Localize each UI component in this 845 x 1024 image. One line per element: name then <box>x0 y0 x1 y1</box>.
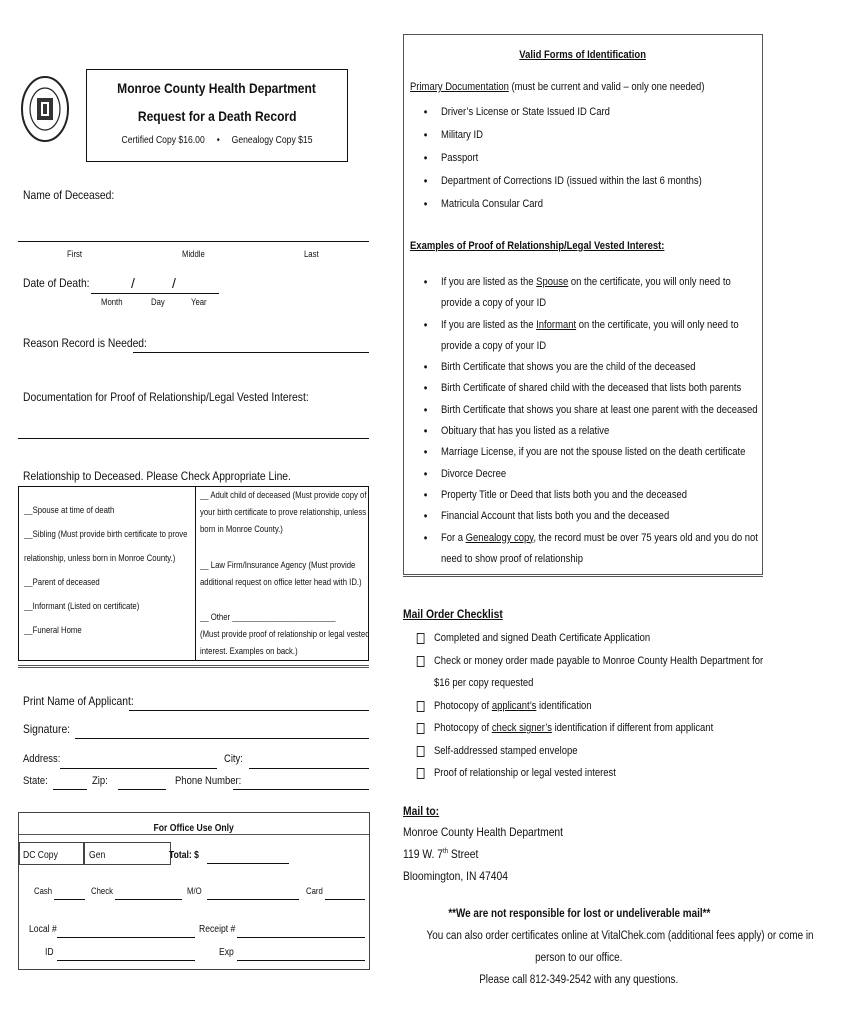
dod-slash-2: / <box>172 275 176 291</box>
rel-other-note-1: (Must provide proof of relationship or legal vested <box>200 629 370 639</box>
example-item: • Birth Certificate that shows you share at least one parent with the deceased <box>410 400 763 421</box>
rel-law-firm-note: additional request on office letter head with ID.) <box>200 577 362 587</box>
mail-address-3: Bloomington, IN 47404 <box>403 869 509 883</box>
mail-address-2: 119 W. 7th Street <box>403 847 479 861</box>
total-field[interactable] <box>207 863 289 864</box>
id-item: • Department of Corrections ID (issued within the last 6 months) <box>410 170 754 193</box>
gen-label: Gen <box>89 850 106 861</box>
print-name-label: Print Name of Applicant: <box>23 694 134 708</box>
last-label: Last <box>304 249 319 259</box>
right-divider <box>403 574 763 577</box>
first-label: First <box>67 249 83 259</box>
mail-address-1: Monroe County Health Department <box>403 825 564 839</box>
rel-other-note-2: interest. Examples on back.) <box>200 646 298 656</box>
rel-sibling-note: relationship, unless born in Monroe County.) <box>24 553 176 563</box>
primary-doc-note: (must be current and valid – only one needed) <box>508 81 705 93</box>
rel-funeral-home[interactable]: __Funeral Home <box>24 625 82 635</box>
city-label: City: <box>224 753 243 765</box>
example-item: • Birth Certificate of shared child with the deceased that lists both parents <box>410 378 763 399</box>
office-title: For Office Use Only <box>153 823 235 834</box>
examples-title: Examples of Proof of Relationship/Legal Vested Interest: <box>410 240 665 252</box>
mail-checklist-title: Mail Order Checklist <box>403 607 503 621</box>
online-note-2: person to our office. <box>535 952 623 964</box>
mo-label: M/O <box>187 886 202 896</box>
relationship-table <box>18 486 369 661</box>
example-item: • Obituary that has you listed as a relative <box>410 421 763 442</box>
card-label: Card <box>306 886 323 896</box>
id-item: • Matricula Consular Card <box>410 193 754 216</box>
checklist-item[interactable]: Self-addressed stamped envelope <box>403 740 764 763</box>
online-note-1: You can also order certificates online at VitalChek.com (additional fees apply) or come in <box>426 930 814 942</box>
example-item: • Financial Account that lists both you and the deceased <box>410 506 763 527</box>
org-name: Monroe County Health Department <box>117 80 317 96</box>
state-label: State: <box>23 775 48 787</box>
examples-list <box>410 272 763 570</box>
day-label: Day <box>151 297 165 307</box>
reason-field[interactable] <box>133 352 369 353</box>
id-item: • Passport <box>410 147 754 170</box>
rel-law-firm[interactable]: __ Law Firm/Insurance Agency (Must provide <box>200 560 356 570</box>
example-item: • Property Title or Deed that lists both you and the deceased <box>410 485 763 506</box>
signature-field[interactable] <box>75 738 369 739</box>
form-title: Request for a Death Record <box>137 108 297 124</box>
signature-label: Signature: <box>23 722 71 736</box>
dod-slash-1: / <box>131 275 135 291</box>
mail-to-label: Mail to: <box>403 804 440 818</box>
price-certified: Certified Copy $16.00 <box>121 135 205 146</box>
example-item: • Divorce Decree <box>410 464 763 485</box>
month-label: Month <box>101 297 123 307</box>
middle-label: Middle <box>182 249 205 259</box>
check-field[interactable] <box>115 899 182 900</box>
id-item: • Driver’s License or State Issued ID Card <box>410 101 754 124</box>
local-label: Local # <box>29 924 57 935</box>
check-label: Check <box>91 886 113 896</box>
dod-field[interactable] <box>91 293 219 294</box>
valid-id-box <box>403 34 763 575</box>
address-field[interactable] <box>60 768 217 769</box>
id-label: ID <box>45 947 54 958</box>
not-responsible-note: **We are not responsible for lost or undeliverable mail** <box>448 908 710 920</box>
exp-field[interactable] <box>237 960 365 961</box>
header-box <box>86 69 348 162</box>
example-item: • Birth Certificate that shows you are the child of the deceased <box>410 357 763 378</box>
zip-field[interactable] <box>118 789 166 790</box>
rel-spouse[interactable]: __Spouse at time of death <box>24 505 115 515</box>
city-field[interactable] <box>249 768 369 769</box>
primary-doc-label: Primary Documentation <box>410 81 509 93</box>
state-field[interactable] <box>53 789 87 790</box>
office-use-box <box>18 812 370 970</box>
id-item: • Military ID <box>410 124 754 147</box>
dod-label: Date of Death: <box>23 276 90 290</box>
rel-other[interactable]: __ Other ________________________ <box>200 612 336 622</box>
phone-label: Phone Number: <box>175 775 242 787</box>
checklist-item[interactable]: Photocopy of applicant’s identification <box>403 695 764 718</box>
price-separator: • <box>216 135 220 146</box>
phone-note: Please call 812-349-2542 with any questions. <box>479 974 679 986</box>
id-field[interactable] <box>57 960 195 961</box>
divider <box>18 665 369 668</box>
rel-adult-child-note-1: your birth certificate to prove relationship, unless <box>200 507 367 517</box>
relationship-label: Relationship to Deceased. Please Check Appropriate Line. <box>23 469 291 483</box>
rel-sibling[interactable]: __Sibling (Must provide birth certificate to prove <box>24 529 188 539</box>
checklist-item[interactable]: Photocopy of check signer’s identification if different from applicant <box>403 717 764 740</box>
local-field[interactable] <box>57 937 195 938</box>
example-spouse: • If you are listed as the Spouse on the certificate, you will only need to provide a copy of your ID <box>410 272 763 315</box>
county-seal <box>20 74 70 144</box>
exp-label: Exp <box>219 947 234 958</box>
example-genealogy: • For a Genealogy copy, the record must be over 75 years old and you do not need to show proof of relationship <box>410 528 763 571</box>
checklist-item[interactable]: Check or money order made payable to Monroe County Health Department for $16 per copy requested <box>403 650 764 695</box>
year-label: Year <box>191 297 207 307</box>
rel-parent[interactable]: __Parent of deceased <box>24 577 100 587</box>
checklist-item[interactable]: Proof of relationship or legal vested interest <box>403 762 764 785</box>
cash-label: Cash <box>34 886 53 896</box>
valid-id-title: Valid Forms of Identification <box>519 49 647 61</box>
price-genealogy: Genealogy Copy $15 <box>231 135 313 146</box>
card-field[interactable] <box>325 899 365 900</box>
doc-field[interactable] <box>18 438 369 439</box>
dc-copy-label: DC Copy <box>23 850 58 861</box>
name-field[interactable] <box>18 241 369 242</box>
receipt-label: Receipt # <box>199 924 236 935</box>
print-name-field[interactable] <box>129 710 369 711</box>
cash-field[interactable] <box>54 899 85 900</box>
example-item: • Marriage License, if you are not the spouse listed on the death certificate <box>410 442 763 463</box>
rel-adult-child[interactable]: __ Adult child of deceased (Must provide copy of <box>200 490 367 500</box>
reason-label: Reason Record is Needed: <box>23 336 147 350</box>
checklist-item[interactable]: Completed and signed Death Certificate Application <box>403 627 764 650</box>
doc-label: Documentation for Proof of Relationship/Legal Vested Interest: <box>23 390 309 404</box>
address-label: Address: <box>23 753 61 765</box>
mail-checklist <box>403 627 764 785</box>
name-label: Name of Deceased: <box>23 188 115 202</box>
rel-adult-child-note-2: born in Monroe County.) <box>200 524 283 534</box>
mo-field[interactable] <box>207 899 299 900</box>
zip-label: Zip: <box>92 775 108 787</box>
total-label: Total: $ <box>169 850 199 861</box>
rel-informant[interactable]: __Informant (Listed on certificate) <box>24 601 140 611</box>
example-informant: • If you are listed as the Informant on the certificate, you will only need to provide a copy of your ID <box>410 315 763 358</box>
id-list <box>410 101 754 216</box>
phone-field[interactable] <box>233 789 369 790</box>
receipt-field[interactable] <box>237 937 365 938</box>
